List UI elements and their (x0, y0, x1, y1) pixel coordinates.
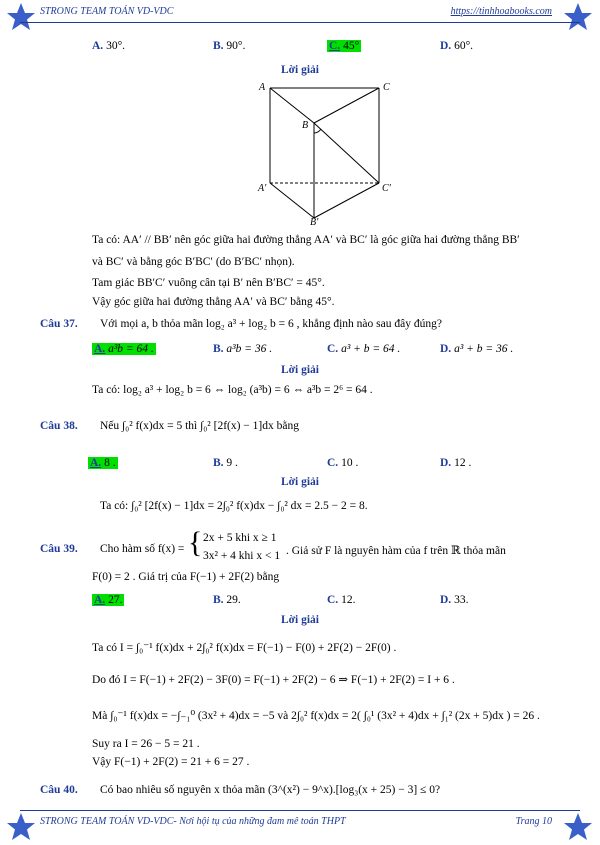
q36-sol-line4: Vậy góc giữa hai đường thẳng AA′ và BC′ bằng 45°. (92, 296, 335, 308)
option-d[interactable]: D. 12 . (440, 457, 472, 469)
q36-sol-line1: Ta có: AA′ // BB′ nên góc giữa hai đường thẳng AA′ và BC′ là góc giữa hai đường thẳng BB′ (92, 234, 520, 246)
question-text: Có bao nhiêu số nguyên x thỏa mãn (3^(x²) − 9^x).[log₃(x + 25) − 3] ≤ 0? (100, 784, 441, 796)
page-number: Trang 10 (515, 816, 552, 827)
star-icon (563, 812, 593, 842)
vertex-label: B′ (310, 217, 319, 226)
solution-heading: Lời giải (281, 476, 319, 488)
star-icon (563, 2, 593, 32)
option-b[interactable]: B. 9 . (213, 457, 238, 469)
vertex-label: A′ (258, 183, 267, 194)
option-c[interactable]: C. a³ + b = 64 . (327, 343, 401, 355)
question-number: Câu 39. (40, 543, 78, 555)
vertex-label: A (259, 82, 266, 93)
question-number: Câu 40. (40, 784, 78, 796)
solution-heading: Lời giải (281, 364, 319, 376)
q39-sol-line5: Vậy F(−1) + 2F(2) = 21 + 6 = 27 . (92, 756, 250, 768)
solution-heading: Lời giải (281, 614, 319, 626)
vertex-label: C′ (382, 183, 391, 194)
question-text-line2: F(0) = 2 . Giá trị của F(−1) + 2F(2) bằng (92, 571, 280, 583)
piecewise-case-2: 3x² + 4 khi x < 1 (203, 550, 281, 562)
question-text: Với mọi a, b thỏa mãn log₂ a³ + log₂ b = 6 , khẳng định nào sau đây đúng? (100, 318, 442, 330)
q37-solution: Ta có: log₂ a³ + log₂ b = 6 ⇔ log₂ (a³b) = 6 ⇔ a³b = 2⁶ = 64 . (92, 384, 373, 396)
option-a-correct[interactable]: A. 27. (94, 594, 123, 606)
header-link[interactable]: https://tinhhoabooks.com (450, 6, 552, 17)
footer-divider (20, 810, 580, 811)
option-a[interactable]: A. 30°. (92, 40, 126, 52)
question-text: Nếu ∫₀² f(x)dx = 5 thì ∫₀² [2f(x) − 1]dx bằng (100, 420, 299, 432)
q39-sol-line1: Ta có I = ∫₀⁻¹ f(x)dx + 2∫₀² f(x)dx = F(−1) − F(0) + 2F(2) − 2F(0) . (92, 642, 397, 654)
q39-sol-line4: Suy ra I = 26 − 5 = 21 . (92, 738, 200, 750)
option-d[interactable]: D. 33. (440, 594, 469, 606)
option-a-correct[interactable]: A. 8 . (90, 457, 116, 469)
vertex-label: B (302, 120, 309, 131)
option-b[interactable]: B. 29. (213, 594, 241, 606)
footer-text: STRONG TEAM TOÁN VD-VDC- Nơi hội tụ của những đam mê toán THPT (40, 816, 346, 827)
q36-sol-line3: Tam giác BB′C′ vuông cân tại B′ nên B′BC′ = 45°. (92, 277, 325, 289)
q38-solution: Ta có: ∫₀² [2f(x) − 1]dx = 2∫₀² f(x)dx − ∫₀² dx = 2.5 − 2 = 8. (100, 500, 368, 512)
vertex-label: C (383, 82, 390, 93)
piecewise-brace: { (188, 526, 203, 559)
q39-sol-line2: Do đó I = F(−1) + 2F(2) − 3F(0) = F(−1) + 2F(2) − 6 ⇒ F(−1) + 2F(2) = I + 6 . (92, 674, 455, 686)
option-c[interactable]: C. 12. (327, 594, 356, 606)
header-divider (20, 22, 580, 23)
star-icon (6, 812, 36, 842)
q36-sol-line2: và BC′ và bằng góc B′BC′ (do B′BC′ nhọn). (92, 256, 295, 268)
header-title: STRONG TEAM TOÁN VD-VDC (40, 6, 174, 17)
option-d[interactable]: D. a³ + b = 36 . (440, 343, 514, 355)
prism-figure (250, 78, 400, 226)
question-text-cont: . Giả sử F là nguyên hàm của f trên ℝ thỏa mãn (286, 545, 506, 557)
question-number: Câu 37. (40, 318, 78, 330)
option-b[interactable]: B. 90°. (213, 40, 246, 52)
option-c[interactable]: C. 10 . (327, 457, 359, 469)
solution-heading: Lời giải (281, 64, 319, 76)
piecewise-case-1: 2x + 5 khi x ≥ 1 (203, 532, 277, 544)
q39-sol-line3: Mà ∫₀⁻¹ f(x)dx = −∫₋₁⁰ (3x² + 4)dx = −5 và 2∫₀² f(x)dx = 2( ∫₀¹ (3x² + 4)dx + ∫₁² (2x + 5)dx ) = 26 . (92, 710, 540, 722)
star-icon (6, 2, 36, 32)
option-d[interactable]: D. 60°. (440, 40, 474, 52)
question-number: Câu 38. (40, 420, 78, 432)
question-text: Cho hàm số f(x) = (100, 543, 185, 555)
option-b[interactable]: B. a³b = 36 . (213, 343, 273, 355)
option-a-correct[interactable]: A. a³b = 64 . (94, 343, 154, 355)
option-c-correct[interactable]: C. 45° (329, 40, 360, 52)
